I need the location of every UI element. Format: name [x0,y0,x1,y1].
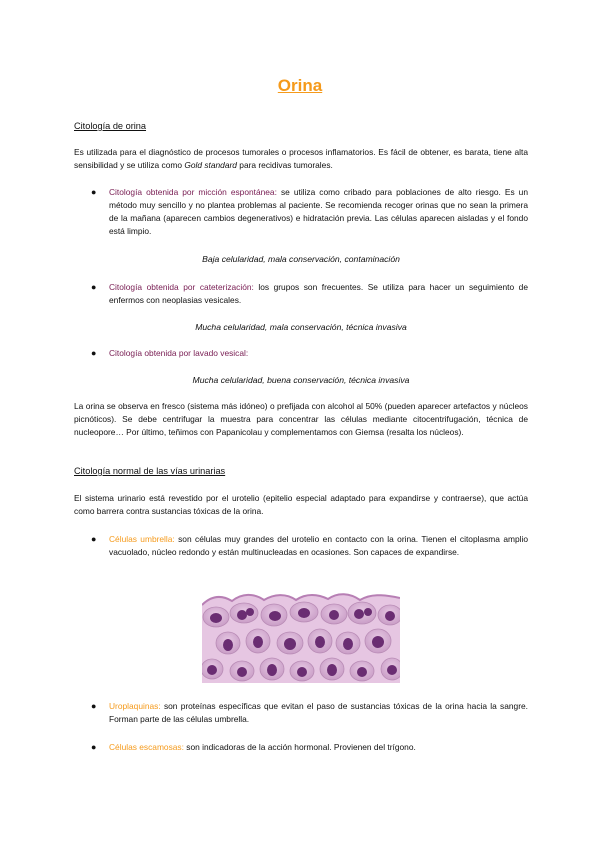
intro-paragraph [74,146,528,172]
list-item-uroplaquinas [109,700,528,726]
bullet-icon: ● [91,187,97,197]
bullet-icon: ● [91,742,97,752]
list-item-lavado [109,347,528,360]
list-item-miccion [109,186,528,238]
list-item-umbrella [109,533,528,559]
list-item-label: Células escamosas: [109,742,184,752]
urotelio-paragraph: El sistema urinario está revestido por el urotelio (epitelio especial adaptado para expandirse y contraerse), que actúa como barrera contra sustancias tóxicas de la orina. [74,493,528,516]
list-item-text: son células muy grandes del urotelio en contacto con la orina. Tienen el citoplasma amplio vacuolado, núcleo redondo y están multinucleadas en ocasiones. Son capaces de expandirse. [109,534,528,557]
section-heading-citologia-normal: Citología normal de las vías urinarias [74,466,226,476]
note-miccion: Baja celularidad, mala conservación, contaminación [202,254,400,264]
list-item-label: Citología obtenida por cateterización: [109,282,254,292]
note-cateterizacion: Mucha celularidad, mala conservación, técnica invasiva [195,322,407,332]
list-item-label: Células umbrella: [109,534,175,544]
page-title: Orina [277,76,323,95]
intro-emphasis: Gold standard [184,160,237,170]
list-item-text: los grupos son frecuentes. Se utiliza para hacer un seguimiento de enfermos con neoplasias vesicales. [109,282,528,305]
bullet-icon: ● [91,282,97,292]
list-item-cateterizacion [109,281,528,307]
bullet-icon: ● [91,348,97,358]
list-item-text: se utiliza como cribado para poblaciones de alto riesgo. Es un método muy sencillo y no plantea problemas al paciente. Se recomienda recoger orinas que no sean la primera de la mañana (aparecen cambios degenerativos) e hidratación previa. Las células aparecen aisladas y el fondo está limpio. [109,187,528,236]
intro-text-b: para recidivas tumorales. [236,160,333,170]
bullet-icon: ● [91,701,97,711]
list-item-label: Uroplaquinas: [109,701,161,711]
list-item-label: Citología obtenida por lavado vesical: [109,348,249,358]
list-item-text: son proteínas específicas que evitan el paso de sustancias tóxicas de la orina hacia la sangre. Forman parte de las células umbrella. [109,701,528,724]
note-lavado: Mucha celularidad, buena conservación, técnica invasiva [192,375,410,385]
processing-paragraph: La orina se observa en fresco (sistema más idóneo) o prefijada con alcohol al 50% (pueden aparecer artefactos y núcleos picnóticos). Se debe centrifugar la muestra para concentrar las células mediante citocentrifugación, técnica de nucleopore… Por último, teñimos con Papanicolau y complementamos con Giemsa (resalta los núcleos). [74,401,528,437]
list-item-text: son indicadoras de la acción hormonal. Provienen del trígono. [183,742,416,752]
bullet-icon: ● [91,534,97,544]
list-item-label: Citología obtenida por micción espontánea: [109,187,277,197]
section-heading-citologia-orina: Citología de orina [74,121,147,131]
intro-text-a: Es utilizada para el diagnóstico de procesos tumorales o procesos inflamatorios. Es fácil de obtener, es barata, tiene alta sensibilidad y se utiliza como [74,147,528,170]
urothelium-micrograph [202,591,400,683]
list-item-escamosas [109,741,528,754]
